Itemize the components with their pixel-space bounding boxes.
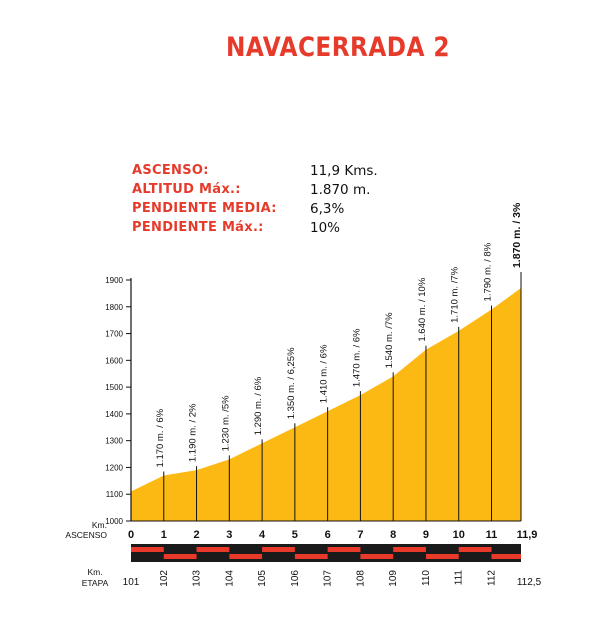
distance-bar-segment xyxy=(164,554,197,559)
etapa-tick-label: 101 xyxy=(122,577,140,588)
stat-value: 11,9 Kms. xyxy=(310,163,378,179)
distance-bar-segment xyxy=(197,547,230,552)
distance-bar-segment xyxy=(131,547,164,552)
etapa-tick-label: 109 xyxy=(388,570,400,587)
stat-label: PENDIENTE MEDIA: xyxy=(132,201,277,216)
profile-annotation: 1.290 m. / 6% xyxy=(253,376,265,436)
profile-annotation: 1.790 m. / 8% xyxy=(482,242,494,302)
etapa-tick-label: 112,5 xyxy=(516,577,542,588)
etapa-tick-label: 110 xyxy=(420,570,432,586)
ascenso-axis-label: ASCENSO xyxy=(65,530,107,540)
ascenso-tick-label: 5 xyxy=(291,529,298,541)
distance-bar-segment xyxy=(262,547,295,552)
etapa-tick-label: 105 xyxy=(257,570,269,587)
distance-bar-segment xyxy=(328,547,361,552)
ascenso-tick-label: 9 xyxy=(422,529,430,541)
y-tick-label: 1600 xyxy=(105,356,123,366)
ascenso-axis-label: Km. xyxy=(91,520,107,530)
profile-annotation: 1.230 m. /5% xyxy=(220,395,232,452)
y-tick-label: 1700 xyxy=(105,329,123,339)
y-tick-label: 1100 xyxy=(105,490,123,500)
ascenso-tick-label: 0 xyxy=(127,529,135,541)
etapa-axis-label: Km. xyxy=(87,567,103,577)
stat-label: ALTITUD Máx.: xyxy=(132,182,241,197)
ascenso-tick-label: 6 xyxy=(324,529,331,541)
ascenso-tick-label: 11 xyxy=(485,529,498,541)
stat-value: 10% xyxy=(310,220,341,236)
profile-annotation: 1.870 m. / 3% xyxy=(511,202,523,269)
etapa-tick-label: 107 xyxy=(322,570,334,587)
distance-bar-segment xyxy=(393,547,426,552)
profile-annotation: 1.540 m. /7% xyxy=(384,312,396,369)
profile-annotation: 1.170 m. / 6% xyxy=(154,408,166,468)
ascenso-tick-label: 4 xyxy=(259,529,266,541)
etapa-axis-label: ETAPA xyxy=(81,578,109,588)
distance-bar-segment xyxy=(426,554,459,559)
stat-label: ASCENSO: xyxy=(132,163,209,178)
y-tick-label: 1200 xyxy=(105,463,123,473)
distance-bar-segment xyxy=(295,554,328,559)
y-tick-label: 1300 xyxy=(105,436,123,446)
ascenso-tick-label: 1 xyxy=(160,529,167,541)
y-tick-label: 1900 xyxy=(105,276,123,285)
profile-annotation: 1.710 m. /7% xyxy=(449,266,461,323)
etapa-tick-label: 103 xyxy=(191,570,203,587)
y-tick-label: 1400 xyxy=(105,409,123,419)
distance-bar-segment xyxy=(229,554,262,559)
y-tick-label: 1000 xyxy=(105,517,123,526)
ascenso-tick-label: 7 xyxy=(357,529,364,541)
stat-value: 6,3% xyxy=(310,201,345,217)
ascenso-tick-label: 8 xyxy=(390,529,397,541)
chart-title: NAVACERRADA 2 xyxy=(226,32,450,63)
etapa-tick-label: 108 xyxy=(355,570,367,587)
profile-annotation: 1.470 m. / 6% xyxy=(351,328,363,388)
y-tick-label: 1500 xyxy=(105,383,123,393)
distance-bar xyxy=(131,544,521,562)
distance-bar-segment xyxy=(492,554,521,559)
distance-bar-segment xyxy=(459,547,492,552)
profile-annotation: 1.410 m. / 6% xyxy=(318,344,330,404)
etapa-tick-label: 104 xyxy=(224,570,236,587)
stat-label: PENDIENTE Máx.: xyxy=(132,220,264,235)
etapa-tick-label: 111 xyxy=(453,570,465,586)
y-tick-label: 1800 xyxy=(105,302,123,312)
ascenso-tick-label: 2 xyxy=(193,529,200,541)
etapa-tick-label: 106 xyxy=(289,570,301,587)
stat-value: 1.870 m. xyxy=(310,182,371,198)
profile-annotation: 1.350 m. / 6,25% xyxy=(285,347,297,420)
ascenso-tick-label: 11,9 xyxy=(516,529,538,541)
profile-annotation: 1.190 m. / 2% xyxy=(187,403,199,463)
etapa-tick-label: 102 xyxy=(158,570,170,587)
profile-annotation: 1.640 m. / 10% xyxy=(416,277,428,342)
ascenso-tick-label: 10 xyxy=(452,529,465,541)
ascenso-tick-label: 3 xyxy=(226,529,233,541)
etapa-tick-label: 112 xyxy=(486,570,498,586)
distance-bar-segment xyxy=(360,554,393,559)
